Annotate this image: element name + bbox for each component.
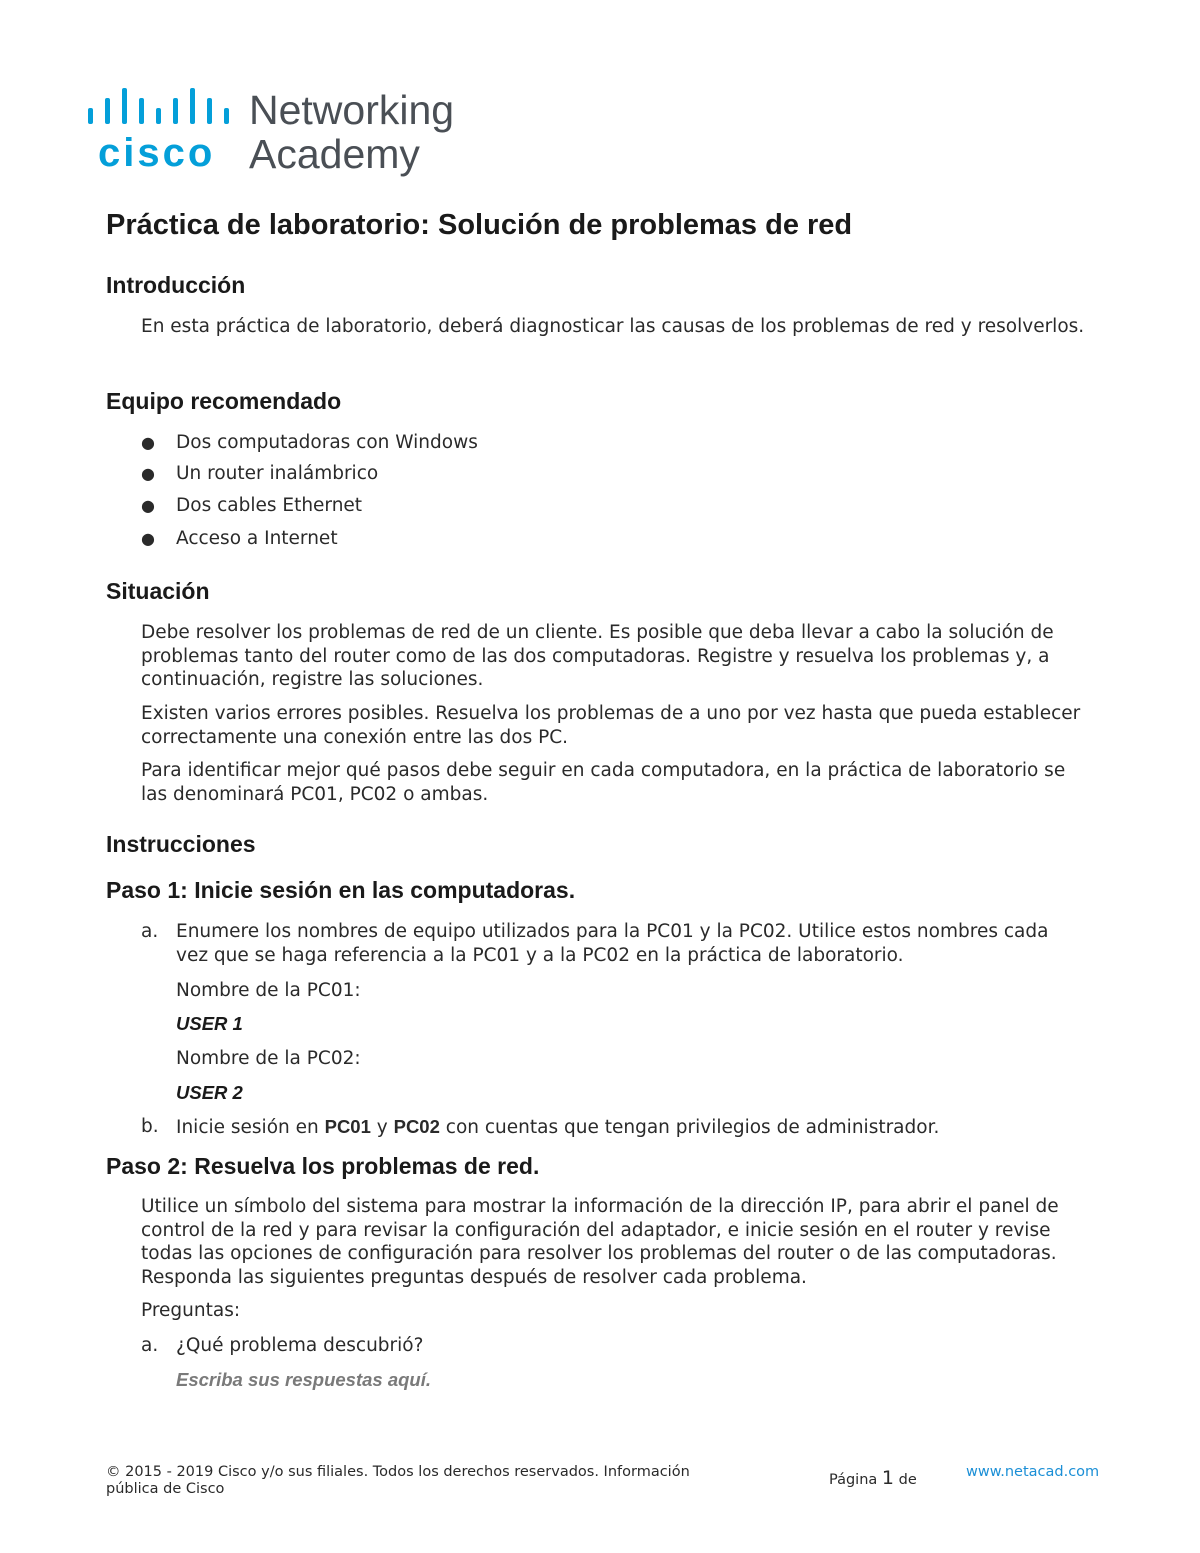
- answer-placeholder[interactable]: Escriba sus respuestas aquí.: [176, 1369, 432, 1390]
- intro-heading: Introducción: [106, 272, 246, 298]
- pc02-name-label: Nombre de la PC02:: [176, 1048, 361, 1069]
- logo-networking: Networking: [249, 87, 455, 133]
- footer-copyright: © 2015 - 2019 Cisco y/o sus filiales. Todos los derechos reservados. Información pública de Cisco: [106, 1464, 690, 1497]
- cisco-bars-icon: [88, 88, 229, 124]
- equipment-heading: Equipo recomendado: [106, 388, 342, 414]
- step1-heading: Paso 1: Inicie sesión en las computadoras.: [106, 877, 576, 903]
- intro-text: En esta práctica de laboratorio, deberá diagnosticar las causas de los problemas de red y resolverlos.: [141, 316, 1085, 337]
- bullet-icon: ●: [141, 464, 155, 483]
- situation-paragraph-1: Debe resolver los problemas de red de un cliente. Es posible que deba llevar a cabo la solución de problemas tanto del router como de las dos computadoras. Registre y resuelva los problemas y, a continuación, registre las soluciones.: [141, 622, 1054, 690]
- page-title: Práctica de laboratorio: Solución de problemas de red: [106, 209, 853, 241]
- pc02-name-value: USER 2: [176, 1082, 243, 1103]
- cisco-wordmark: cisco: [98, 131, 216, 175]
- bullet-icon: ●: [141, 433, 155, 452]
- pc01-name-label: Nombre de la PC01:: [176, 980, 361, 1001]
- situation-paragraph-3: Para identificar mejor qué pasos debe seguir en cada computadora, en la práctica de laboratorio se las denominará PC01, PC02 o ambas.: [141, 760, 1066, 805]
- questions-label: Preguntas:: [141, 1300, 241, 1321]
- situation-paragraph-2: Existen varios errores posibles. Resuelva los problemas de a uno por vez hasta que pueda establecer correctamente una conexión entre las dos PC.: [141, 703, 1081, 748]
- situation-heading: Situación: [106, 578, 210, 604]
- bullet-icon: ●: [141, 496, 155, 515]
- logo-academy: Academy: [249, 131, 420, 177]
- instructions-heading: Instrucciones: [106, 831, 256, 857]
- footer-page-number: Página 1 de: [829, 1467, 917, 1489]
- step2-text: Utilice un símbolo del sistema para mostrar la información de la dirección IP, para abrir el panel de control de la red y para revisar la configuración del adaptador, e inicie sesión en el router y revise todas las opciones de configuración para resolver los problemas del router o de las computadoras. Responda las siguientes preguntas después de resolver cada problema.: [141, 1196, 1059, 1288]
- pc01-name-value: USER 1: [176, 1013, 243, 1034]
- cisco-networking-academy-logo: [84, 86, 464, 178]
- step2-heading: Paso 2: Resuelva los problemas de red.: [106, 1153, 540, 1179]
- bullet-icon: ●: [141, 529, 155, 548]
- footer-url-link[interactable]: www.netacad.com: [966, 1464, 1100, 1480]
